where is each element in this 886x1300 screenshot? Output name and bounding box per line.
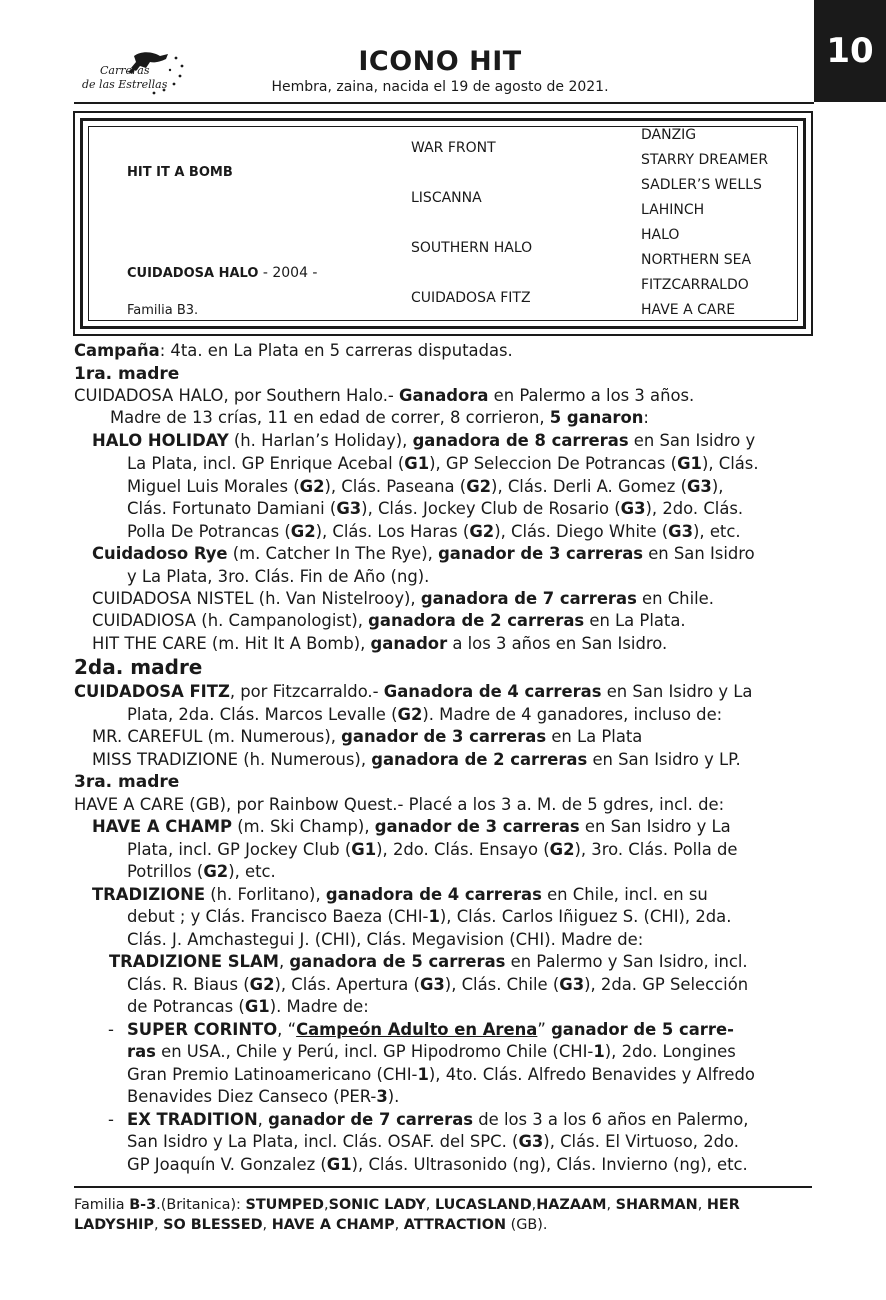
text-line: Gran Premio Latinoamericano (CHI-1), 4to. Clás. Alfredo Benavides y Alfredo [127,1065,755,1084]
text-line: HIT THE CARE (m. Hit It A Bomb), ganador a los 3 años en San Isidro. [92,634,668,653]
pedigree-gen2: WAR FRONT [411,140,496,156]
pedigree-family: Familia B3. [127,303,199,318]
text-line: ras en USA., Chile y Perú, incl. GP Hipodromo Chile (CHI-1), 2do. Longines [127,1042,736,1061]
text-line: MR. CAREFUL (m. Numerous), ganador de 3 carreras en La Plata [92,727,643,746]
section-heading-2da-madre: 2da. madre [74,655,203,679]
header-divider [74,102,814,104]
footer-divider [74,1186,812,1188]
pedigree-gen3: NORTHERN SEA [641,252,752,268]
campaign-line: Campaña: 4ta. en La Plata en 5 carreras disputadas. [74,341,513,360]
text-line: La Plata, incl. GP Enrique Acebal (G1), GP Seleccion De Potrancas (G1), Clás. [127,454,759,473]
list-dash: - [108,1020,114,1039]
footer-family-line2: LADYSHIP, SO BLESSED, HAVE A CHAMP, ATTRACTION (GB). [74,1217,548,1233]
logo-text-line1: Carreras [100,64,150,77]
text-line: MISS TRADIZIONE (h. Numerous), ganadora de 2 carreras en San Isidro y LP. [92,750,741,769]
text-line: Potrillos (G2), etc. [127,862,276,881]
pedigree-gen3: HAVE A CARE [641,302,736,318]
pedigree-gen3: HALO [641,227,680,243]
text-line: SUPER CORINTO, “Campeón Adulto en Arena” ganador de 5 carre- [127,1020,734,1039]
list-dash: - [108,1110,114,1129]
pedigree-gen3: FITZCARRALDO [641,277,749,293]
footer-family-line1: Familia B-3.(Britanica): STUMPED,SONIC LADY, LUCASLAND,HAZAAM, SHARMAN, HER [74,1197,740,1213]
pedigree-gen3: LAHINCH [641,202,705,218]
horse-name: ICONO HIT [358,46,522,77]
text-line: Clás. Fortunato Damiani (G3), Clás. Jockey Club de Rosario (G3), 2do. Clás. [127,499,744,518]
pedigree-gen2: CUIDADOSA FITZ [411,290,531,306]
text-line: Clás. R. Biaus (G2), Clás. Apertura (G3), Clás. Chile (G3), 2da. GP Selección [127,975,749,994]
text-line: Miguel Luis Morales (G2), Clás. Paseana (G2), Clás. Derli A. Gomez (G3), [127,477,724,496]
text-line: Clás. J. Amchastegui J. (CHI), Clás. Megavision (CHI). Madre de: [127,930,644,949]
section-heading-3ra-madre: 3ra. madre [74,772,180,792]
pedigree-gen2: SOUTHERN HALO [411,240,533,256]
text-line: EX TRADITION, ganador de 7 carreras de los 3 a los 6 años en Palermo, [127,1110,749,1129]
pedigree-sire: HIT IT A BOMB [127,165,233,180]
text-line: Cuidadoso Rye (m. Catcher In The Rye), ganador de 3 carreras en San Isidro [92,544,755,563]
logo [76,46,196,102]
pedigree-dam: CUIDADOSA HALO - 2004 - [127,265,318,281]
text-line: y La Plata, 3ro. Clás. Fin de Año (ng). [127,567,430,586]
text-line: Madre de 13 crías, 11 en edad de correr, 8 corrieron, 5 ganaron: [110,408,649,427]
pedigree-gen2: LISCANNA [411,190,482,206]
text-line: Polla De Potrancas (G2), Clás. Los Haras (G2), Clás. Diego White (G3), etc. [127,522,741,541]
text-line: HALO HOLIDAY (h. Harlan’s Holiday), ganadora de 8 carreras en San Isidro y [92,431,756,450]
text-line: Plata, incl. GP Jockey Club (G1), 2do. Clás. Ensayo (G2), 3ro. Clás. Polla de [127,840,738,859]
text-line: GP Joaquín V. Gonzalez (G1), Clás. Ultrasonido (ng), Clás. Invierno (ng), etc. [127,1155,748,1174]
text-line: San Isidro y La Plata, incl. Clás. OSAF. del SPC. (G3), Clás. El Virtuoso, 2do. [127,1132,739,1151]
section-heading-1ra-madre: 1ra. madre [74,364,180,384]
text-line: CUIDADIOSA (h. Campanologist), ganadora de 2 carreras en La Plata. [92,611,686,630]
text-line: de Potrancas (G1). Madre de: [127,997,369,1016]
text-line: HAVE A CHAMP (m. Ski Champ), ganador de 3 carreras en San Isidro y La [92,817,731,836]
horse-description: Hembra, zaina, nacida el 19 de agosto de 2021. [271,79,609,95]
lot-number-badge: 10 [814,0,886,102]
text-line: Plata, 2da. Clás. Marcos Levalle (G2). Madre de 4 ganadores, incluso de: [127,705,723,724]
pedigree-gen3: DANZIG [641,127,697,143]
text-line: CUIDADOSA HALO, por Southern Halo.- Ganadora en Palermo a los 3 años. [74,386,695,405]
text-line: Benavides Diez Canseco (PER-3). [127,1087,400,1106]
text-line: TRADIZIONE SLAM, ganadora de 5 carreras en Palermo y San Isidro, incl. [109,952,748,971]
text-line: HAVE A CARE (GB), por Rainbow Quest.- Placé a los 3 a. M. de 5 gdres, incl. de: [74,795,725,814]
text-line: debut ; y Clás. Francisco Baeza (CHI-1), Clás. Carlos Iñiguez S. (CHI), 2da. [127,907,732,926]
pedigree-gen3: SADLER’S WELLS [641,177,762,193]
text-line: CUIDADOSA FITZ, por Fitzcarraldo.- Ganadora de 4 carreras en San Isidro y La [74,682,753,701]
pedigree-gen3: STARRY DREAMER [641,152,769,168]
text-line: CUIDADOSA NISTEL (h. Van Nistelrooy), ganadora de 7 carreras en Chile. [92,589,714,608]
text-line: TRADIZIONE (h. Forlitano), ganadora de 4 carreras en Chile, incl. en su [92,885,708,904]
logo-text-line2: de las Estrellas [82,78,168,91]
